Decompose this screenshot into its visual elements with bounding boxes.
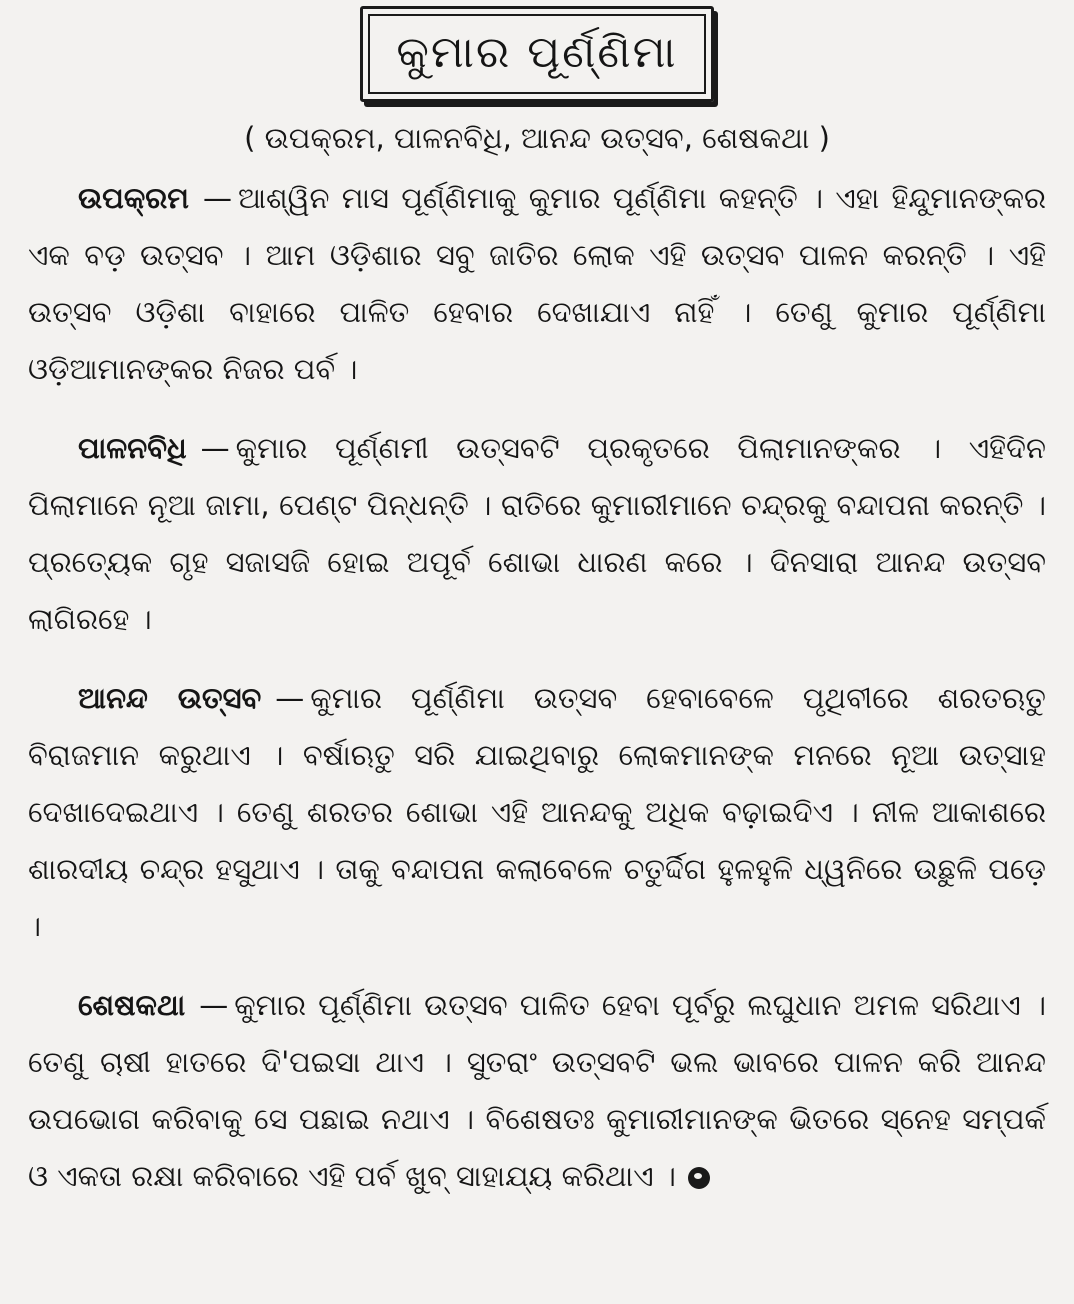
paragraph	[28, 170, 1046, 398]
essay-outline: ( ଉପକ୍ରମ, ପାଳନବିଧି, ଆନନ୍ଦ ଉତ୍ସବ, ଶେଷକଥା )	[244, 121, 830, 155]
paragraph	[28, 420, 1046, 648]
section-heading: ଆନନ୍ଦ ଉତ୍ସବ	[78, 681, 262, 715]
section-celebration	[28, 670, 1046, 955]
section-conclusion	[28, 977, 1046, 1205]
page-title: କୁମାର ପୂର୍ଣ୍ଣିମା	[368, 14, 705, 94]
section-observance	[28, 420, 1046, 648]
dash: —	[200, 431, 230, 465]
dash: —	[202, 181, 232, 215]
dash: —	[199, 988, 229, 1022]
end-mark-icon	[688, 1167, 710, 1189]
title-wrapper	[28, 6, 1046, 102]
section-text: କୁମାର ପୂର୍ଣ୍ଣିମା ଉତ୍ସବ ହେବାବେଳେ ପୃଥିବୀରେ ଶରତଋତୁ ବିରାଜମାନ କରୁଥାଏ । ବର୍ଷାଋତୁ ସରି ଯାଇଥିବାରୁ ଲୋକମାନଙ୍କ ମନରେ ନୂଆ ଉତ୍ସାହ ଦେଖାଦେଇଥାଏ । ତେଣୁ ଶରତର ଶୋଭା ଏହି ଆନନ୍ଦକୁ ଅଧିକ ବଢ଼ାଇଦିଏ । ନୀଳ ଆକାଶରେ ଶାରଦୀୟ ଚନ୍ଦ୍ର ହସୁଥାଏ । ତାକୁ ବନ୍ଦାପନା କଲାବେଳେ ଚତୁର୍ଦ୍ଦିଗ ହୁଳହୁଳି ଧ୍ୱନିରେ ଉଛୁଳି ପଡ଼େ ।	[28, 681, 1046, 943]
section-text: ଆଶ୍ୱିନ ମାସ ପୂର୍ଣ୍ଣିମାକୁ କୁମାର ପୂର୍ଣ୍ଣିମା କହନ୍ତି । ଏହା ହିନ୍ଦୁମାନଙ୍କର ଏକ ବଡ଼ ଉତ୍ସବ । ଆମ ଓଡ଼ିଶାର ସବୁ ଜାତିର ଲୋକ ଏହି ଉତ୍ସବ ପାଳନ କରନ୍ତି । ଏହି ଉତ୍ସବ ଓଡ଼ିଶା ବାହାରେ ପାଳିତ ହେବାର ଦେଖାଯାଏ ନାହିଁ । ତେଣୁ କୁମାର ପୂର୍ଣ୍ଣିମା ଓଡ଼ିଆମାନଙ୍କର ନିଜର ପର୍ବ ।	[28, 181, 1046, 386]
section-heading: ପାଳନବିଧି	[78, 431, 187, 465]
section-text: କୁମାର ପୂର୍ଣ୍ଣମୀ ଉତ୍ସବଟି ପ୍ରକୃତରେ ପିଲାମାନଙ୍କର । ଏହିଦିନ ପିଲାମାନେ ନୂଆ ଜାମା, ପେଣ୍ଟ ପିନ୍ଧନ୍ତି । ରାତିରେ କୁମାରୀମାନେ ଚନ୍ଦ୍ରକୁ ବନ୍ଦାପନା କରନ୍ତି । ପ୍ରତ୍ୟେକ ଗୃହ ସଜାସଜି ହୋଇ ଅପୂର୍ବ ଶୋଭା ଧାରଣ କରେ । ଦିନସାରା ଆନନ୍ଦ ଉତ୍ସବ ଲାଗିରହେ ।	[28, 431, 1046, 636]
section-introduction	[28, 170, 1046, 398]
paragraph	[28, 977, 1046, 1205]
dash: —	[275, 681, 305, 715]
paragraph	[28, 670, 1046, 955]
title-frame	[360, 6, 713, 102]
section-heading: ଉପକ୍ରମ	[78, 181, 189, 215]
section-text: କୁମାର ପୂର୍ଣ୍ଣିମା ଉତ୍ସବ ପାଳିତ ହେବା ପୂର୍ବରୁ ଲଘୁଧାନ ଅମଳ ସରିଥାଏ । ତେଣୁ ଚାଷୀ ହାତରେ ଦି'ପଇସା ଥାଏ । ସୁତରାଂ ଉତ୍ସବଟି ଭଲ ଭାବରେ ପାଳନ କରି ଆନନ୍ଦ ଉପଭୋଗ କରିବାକୁ ସେ ପଛାଇ ନଥାଏ । ବିଶେଷତଃ କୁମାରୀମାନଙ୍କ ଭିତରେ ସ୍ନେହ ସମ୍ପର୍କ ଓ ଏକତା ରକ୍ଷା କରିବାରେ ଏହି ପର୍ବ ଖୁବ୍ ସାହାଯ୍ୟ କରିଥାଏ ।	[28, 988, 1046, 1193]
section-heading: ଶେଷକଥା	[78, 988, 186, 1022]
